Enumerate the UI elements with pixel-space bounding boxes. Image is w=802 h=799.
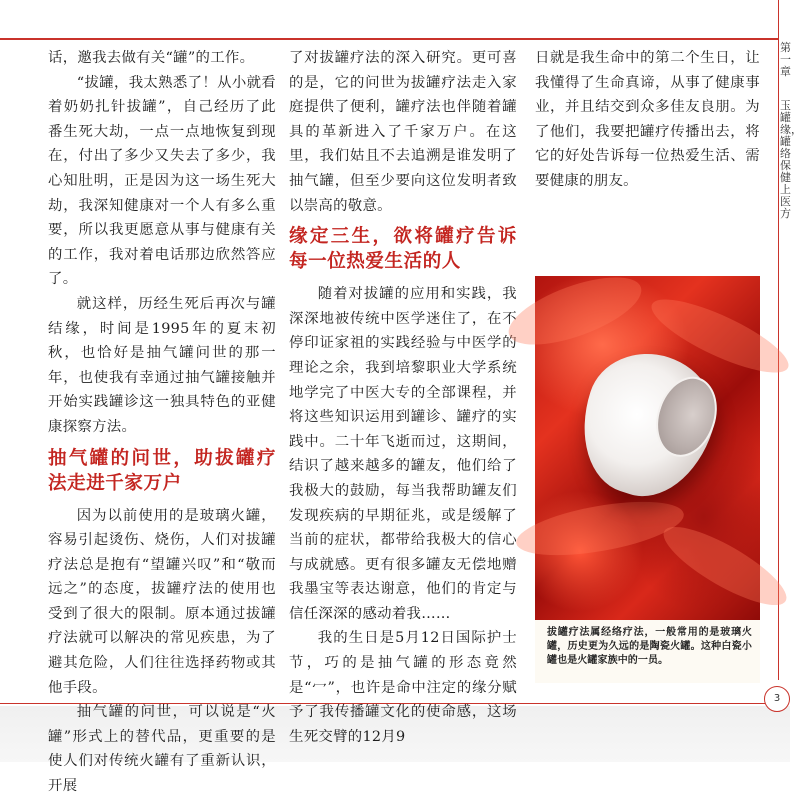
text-column-1 (48, 46, 276, 799)
paragraph: 随着对拔罐的应用和实践，我深深地被传统中医学迷住了，在不停印证家祖的实践经验与中医学的理论之余，我到培黎职业大学系统地学完了中医大专的全部课程，并将这些知识运用到罐诊、罐疗的实践中。二十年飞逝而过，这期间，结识了越来越多的罐友，他们给了我极大的鼓励，每当我帮助罐友们发现疾病的早期征兆，或是缓解了当前的症状，都带给我极大的信心与成就感。更有很多罐友无偿地赠我墨宝等表达谢意，他们的肯定与信任深深的感动着我…… (289, 286, 517, 622)
paragraph: 日就是我生命中的第二个生日，让我懂得了生命真谛，从事了健康事业，并且结交到众多佳友良朋。为了他们，我要把罐疗传播出去，将它的好处告诉每一位热爱生活、需要健康的朋友。 (535, 50, 760, 189)
paragraph: 了对拔罐疗法的深入研究。更可喜的是，它的问世为拔罐疗法走入家庭提供了便利，罐疗法也伴随着罐具的革新进入了千家万户。在这里，我们姑且不去追溯是谁发明了抽气罐，但至少要向这位发明者致以崇高的敬意。 (289, 50, 517, 214)
photo-caption: 拔罐疗法属经络疗法，一般常用的是玻璃火罐，历史更为久远的是陶瓷火罐。这种白瓷小罐也是火罐家族中的一员。 (535, 620, 760, 683)
text-column-3 (535, 46, 760, 194)
paragraph: 我的生日是5月12日国际护士节，巧的是抽气罐的形态竟然是“冖”，也许是命中注定的缘分赋予了我传播罐文化的使命感，这场生死交臂的12月9 (289, 630, 517, 745)
paragraph: 抽气罐的问世，可以说是“火罐”形式上的替代品，更重要的是使人们对传统火罐有了重新认识，开展 (48, 704, 276, 795)
top-divider (0, 38, 778, 40)
chapter-subtitle-tab: 玉罐缘，罐络保健上医方 (780, 99, 802, 220)
paragraph: 因为以前使用的是玻璃火罐，容易引起烫伤、烧伤，人们对拔罐疗法总是抱有“望罐兴叹”和“敬而远之”的态度，拔罐疗法的使用也受到了很大的限制。原本通过拔罐疗法就可以解决的常见疾患，为了避其危险，人们往往选择药物或其他手段。 (48, 507, 276, 696)
paragraph: 就这样，历经生死后再次与罐结缘，时间是1995年的夏末初秋，也恰好是抽气罐问世的那一年，也使我有幸通过抽气罐接触并开始实践罐诊这一独具特色的亚健康探察方法。 (48, 295, 276, 435)
chapter-tab: 第一章 (780, 41, 791, 78)
section-heading: 缘定三生，欲将罐疗告诉每一位热爱生活的人 (289, 226, 517, 273)
paragraph: “拔罐，我太熟悉了！从小就看着奶奶扎针拔罐”，自己经历了此番生死大劫，一点一点地恢复到现在，付出了多少又失去了多少，我心知肚明，正是因为这一场生死大劫，我深知健康对一个人有多么重要，所以我更愿意从事与健康有关的工作，我对着电话那边欣然答应了。 (48, 74, 276, 288)
jar-opening (646, 369, 727, 465)
paragraph: 话，邀我去做有关“罐”的工作。 (48, 50, 255, 66)
white-porcelain-jar (564, 338, 730, 513)
page-number: 3 (764, 686, 790, 712)
cupping-jar-photo (535, 276, 760, 620)
right-divider (778, 0, 779, 680)
section-heading: 抽气罐的问世，助拔罐疗法走进千家万户 (48, 447, 276, 494)
text-column-2 (289, 46, 517, 749)
